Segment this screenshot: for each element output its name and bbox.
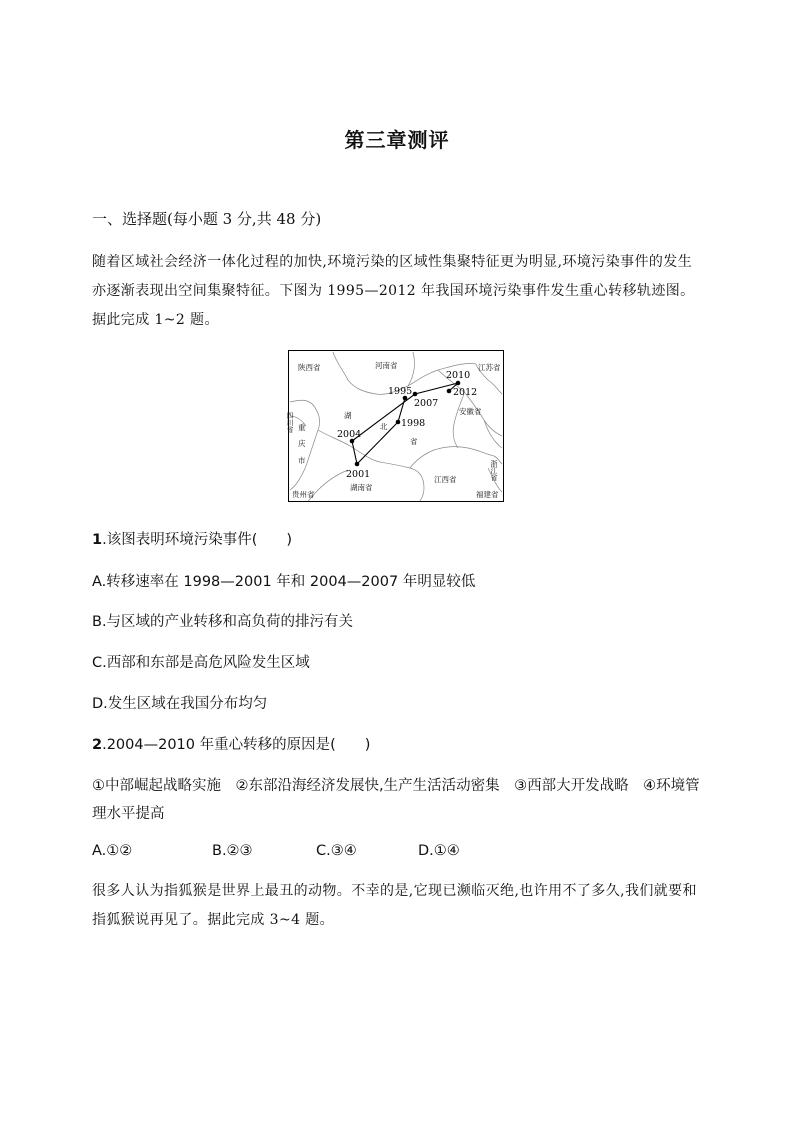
province-label-2: 江苏省 <box>478 363 501 372</box>
year-label-1995: 1995 <box>388 386 413 397</box>
province-label-14: 贵州省 <box>292 490 315 499</box>
question-1-text: .该图表明环境污染事件( ) <box>102 532 293 548</box>
year-label-2012: 2012 <box>453 387 478 398</box>
passage-2: 很多人认为指狐猴是世界上最丑的动物。不幸的是,它现已濒临灭绝,也许用不了多久,我们就要和指狐猴说再见了。据此完成 3~4 题。 <box>92 883 697 928</box>
province-label-0: 陕西省 <box>298 363 321 372</box>
province-label-3: 安徽省 <box>459 407 482 416</box>
province-label-13: 浙江省 <box>490 460 498 481</box>
map-svg <box>288 350 504 502</box>
point-1998 <box>396 420 401 425</box>
q2-options <box>92 843 612 859</box>
question-2-number: 2 <box>92 737 103 753</box>
province-label-10: 省 <box>410 437 418 446</box>
q2-statements: ①中部崛起战略实施 ②东部沿海经济发展快,生产生活活动密集 ③西部大开发战略 ④环境管理水平提高 <box>92 778 700 822</box>
map-frame <box>289 351 504 502</box>
page-title: 第三章测评 <box>344 128 450 152</box>
q2-option-d: D.①④ <box>418 843 460 859</box>
passage-1: 随着区域社会经济一体化过程的加快,环境污染的区域性集聚特征更为明显,环境污染事件的发生亦逐渐表现出空间集聚特征。下图为 1995—2012 年我国环境污染事件发生重心转移轨迹图。据此完成 1~2 题。 <box>92 254 695 328</box>
province-label-6: 庆 <box>298 439 306 448</box>
question-1-number: 1 <box>92 532 103 548</box>
question-1-stem <box>92 528 292 549</box>
year-label-2007: 2007 <box>414 398 439 409</box>
year-label-2010: 2010 <box>446 370 471 381</box>
year-label-1998: 1998 <box>401 418 426 429</box>
point-2001 <box>355 462 360 467</box>
province-label-12: 江西省 <box>434 475 457 484</box>
point-2010 <box>456 381 461 386</box>
year-label-2001: 2001 <box>346 469 371 480</box>
q1-option-d: D.发生区域在我国分布均匀 <box>92 696 268 712</box>
pollution-centroid-map <box>288 350 504 502</box>
province-label-4: 四川省 <box>286 412 294 433</box>
q2-option-a: A.①② <box>92 843 133 859</box>
q2-option-c: C.③④ <box>316 843 357 859</box>
question-2-stem <box>92 733 370 754</box>
province-label-5: 重 <box>298 423 306 432</box>
q2-option-b: B.②③ <box>212 843 253 859</box>
province-label-9: 北 <box>380 422 388 431</box>
province-label-11: 湖南省 <box>350 483 373 492</box>
q1-option-c: C.西部和东部是高危风险发生区域 <box>92 655 310 671</box>
section-heading: 一、选择题(每小题 3 分,共 48 分) <box>92 210 322 228</box>
province-label-8: 湖 <box>344 411 352 420</box>
point-2007 <box>413 392 418 397</box>
point-2012 <box>447 389 452 394</box>
q1-option-a: A.转移速率在 1998—2001 年和 2004—2007 年明显较低 <box>92 574 476 590</box>
question-2-text: .2004—2010 年重心转移的原因是( ) <box>102 737 371 753</box>
province-label-1: 河南省 <box>375 361 398 370</box>
province-label-15: 福建省 <box>476 490 499 499</box>
province-label-7: 市 <box>298 456 306 465</box>
q1-option-b: B.与区域的产业转移和高负荷的排污有关 <box>92 614 354 630</box>
year-label-2004: 2004 <box>337 429 362 440</box>
